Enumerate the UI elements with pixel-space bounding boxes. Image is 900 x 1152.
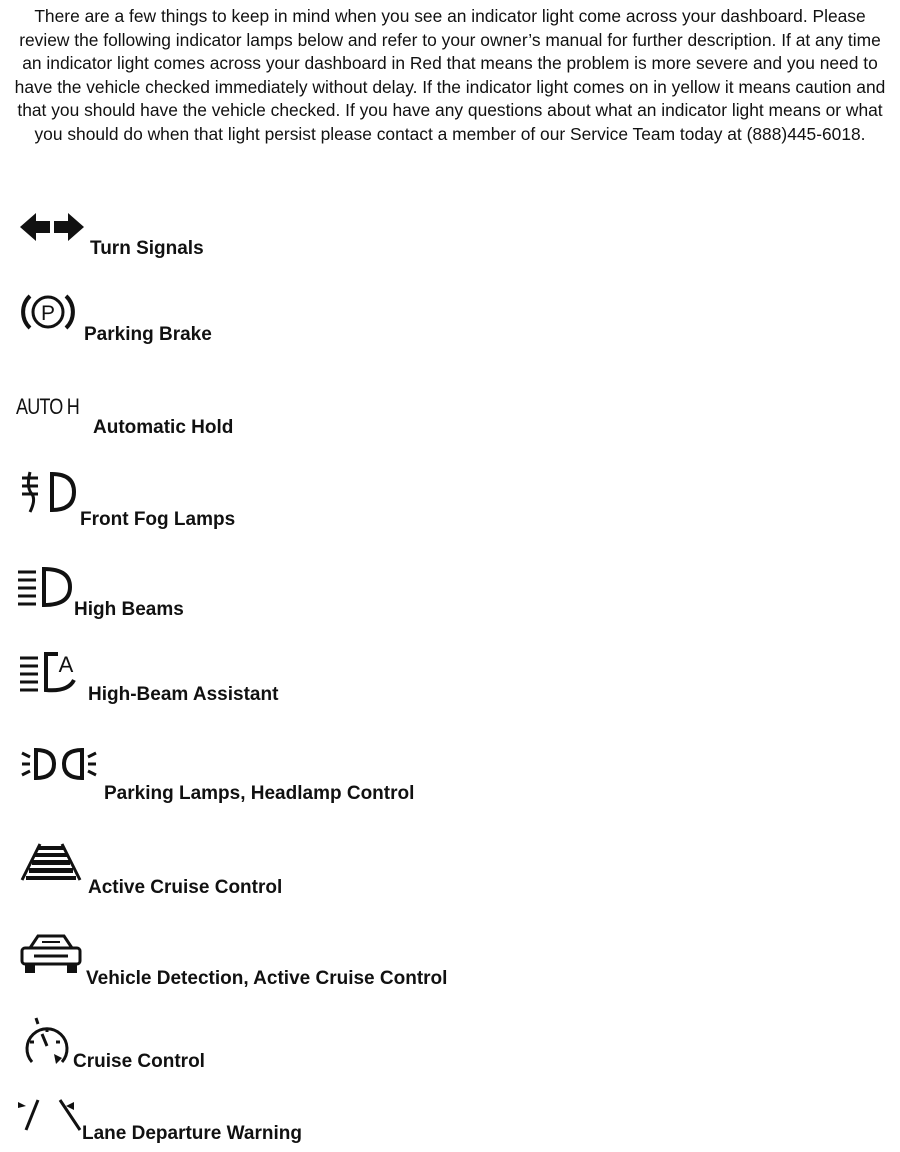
cruise-control-icon — [16, 1014, 72, 1070]
indicator-label: Turn Signals — [90, 238, 204, 259]
indicator-label: Lane Departure Warning — [82, 1123, 302, 1144]
parking-brake-icon — [16, 288, 80, 336]
high-beam-assistant-icon — [16, 650, 82, 694]
indicator-label: Vehicle Detection, Active Cruise Control — [86, 968, 448, 989]
lane-departure-warning-icon — [16, 1096, 88, 1136]
svg-text:P: P — [40, 302, 56, 325]
indicator-label: Cruise Control — [73, 1051, 205, 1072]
indicator-label: High Beams — [74, 599, 184, 620]
front-fog-lamps-icon — [16, 468, 80, 516]
active-cruise-control-icon — [16, 840, 86, 882]
indicator-label: Parking Lamps, Headlamp Control — [104, 783, 415, 804]
indicator-label: Parking Brake — [84, 324, 212, 345]
intro-paragraph: There are a few things to keep in mind when you see an indicator light come across your dashboard. Please review the following indicator lamps below and refer to your owner’s manual for further description. If at any time an indicator light comes across your dashboard in Red that means the problem is more severe and you need to have the vehicle checked immediately without delay. If the indicator light comes on in yellow it means caution and that you should have the vehicle checked. If you have any questions about what an indicator light means or what you should do when that light persist please contact a member of our Service Team today at (888)445-6018. — [14, 6, 886, 144]
parking-lamps-icon — [16, 746, 102, 782]
indicator-label: Automatic Hold — [93, 417, 234, 438]
indicator-label: Front Fog Lamps — [80, 509, 236, 530]
high-beams-icon — [16, 566, 78, 608]
automatic-hold-icon: AUTO H — [16, 394, 79, 419]
turn-signals-icon — [16, 210, 88, 244]
indicator-label: High-Beam Assistant — [88, 684, 279, 705]
vehicle-detection-icon — [16, 930, 86, 976]
svg-text:A: A — [58, 652, 74, 677]
indicator-label: Active Cruise Control — [88, 877, 283, 898]
